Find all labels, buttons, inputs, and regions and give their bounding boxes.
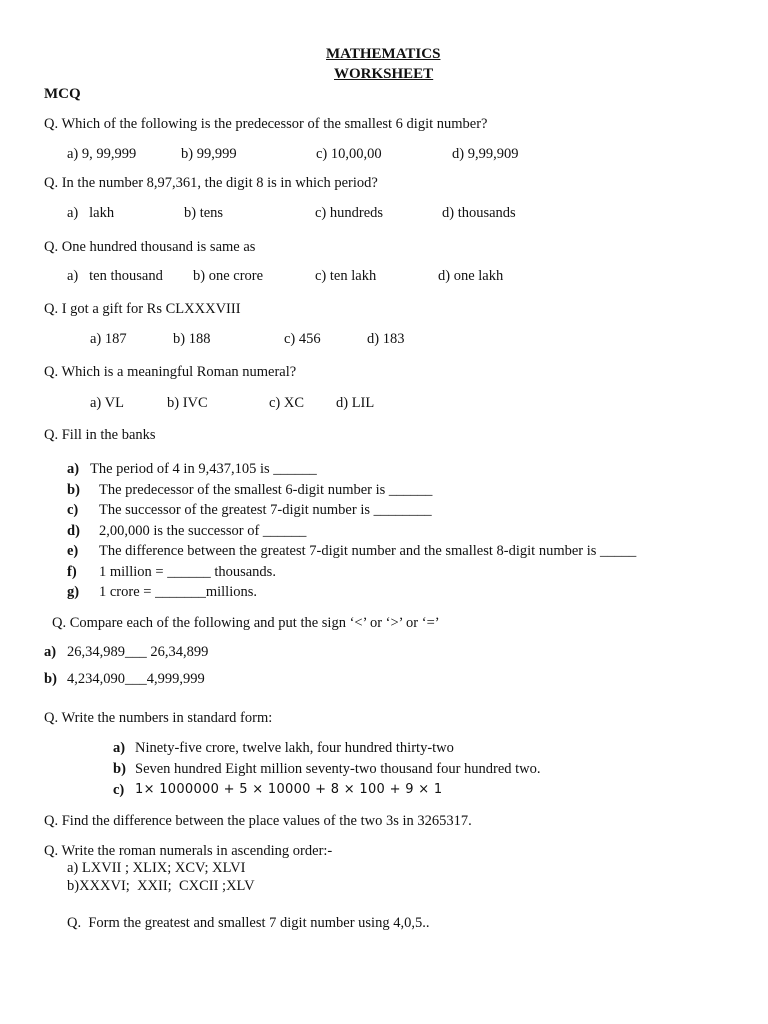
mcq-2-option-d: d) thousands (442, 205, 516, 221)
mcq-1-option-c: c) 10,00,00 (316, 146, 382, 162)
compare-item-label: a) (44, 644, 57, 660)
fill-item-label: c) (67, 502, 79, 518)
standard-form-label: c) (113, 782, 125, 798)
mcq-2-option-b: b) tens (184, 205, 224, 221)
difference-question: Q. Find the difference between the place values of the two 3s in 3265317. (44, 813, 472, 829)
fill-item-label: g) (67, 584, 80, 600)
mcq-3-option-d: d) one lakh (438, 268, 504, 284)
fill-item-text: The successor of the greatest 7-digit number is ________ (99, 502, 432, 518)
roman-order-question: Q. Write the roman numerals in ascending order:- (44, 843, 333, 859)
mcq-2-option-c: c) hundreds (315, 205, 384, 221)
page-subtitle: WORKSHEET (334, 66, 434, 82)
fill-item-text: 1 million = ______ thousands. (99, 564, 276, 580)
page-title: MATHEMATICS (326, 46, 441, 62)
fill-item-label: e) (67, 543, 79, 559)
fill-item-label: f) (67, 564, 77, 580)
mcq-question-5: Q. Which is a meaningful Roman numeral? (44, 364, 297, 380)
mcq-1-option-d: d) 9,99,909 (452, 146, 519, 162)
standard-form-question: Q. Write the numbers in standard form: (44, 710, 273, 726)
section-heading-mcq: MCQ (44, 86, 81, 102)
mcq-4-option-c: c) 456 (284, 331, 321, 347)
mcq-question-4: Q. I got a gift for Rs CLXXXVIII (44, 301, 241, 317)
fill-item-text: The period of 4 in 9,437,105 is ______ (90, 461, 317, 477)
compare-item-text: 26,34,989___ 26,34,899 (67, 644, 209, 660)
mcq-4-option-b: b) 188 (173, 331, 211, 347)
mcq-4-option-a: a) 187 (90, 331, 127, 347)
mcq-5-option-a: a) VL (90, 395, 124, 411)
fill-item-text: The difference between the greatest 7-digit number and the smallest 8-digit number is _____ (99, 543, 637, 559)
roman-order-line-b: b)XXXVI; XXII; CXCII ;XLV (67, 878, 255, 894)
mcq-question-3: Q. One hundred thousand is same as (44, 239, 256, 255)
mcq-question-2: Q. In the number 8,97,361, the digit 8 is in which period? (44, 175, 378, 191)
mcq-4-option-d: d) 183 (367, 331, 405, 347)
compare-item-label: b) (44, 671, 57, 687)
fill-blanks-question: Q. Fill in the banks (44, 427, 156, 443)
mcq-1-option-b: b) 99,999 (181, 146, 237, 162)
fill-item-label: b) (67, 482, 80, 498)
mcq-5-option-b: b) IVC (167, 395, 208, 411)
mcq-5-option-d: d) LIL (336, 395, 375, 411)
mcq-question-1: Q. Which of the following is the predecessor of the smallest 6 digit number? (44, 116, 488, 132)
standard-form-label: a) (113, 740, 126, 756)
fill-item-label: a) (67, 461, 80, 477)
fill-item-text: 1 crore = _______millions. (99, 584, 257, 600)
fill-item-label: d) (67, 523, 80, 539)
mcq-3-option-c: c) ten lakh (315, 268, 377, 284)
roman-order-line-a: a) LXVII ; XLIX; XCV; XLVI (67, 860, 246, 876)
form-number-question: Q. Form the greatest and smallest 7 digit number using 4,0,5.. (67, 915, 430, 931)
mcq-3-option-b: b) one crore (193, 268, 264, 284)
standard-form-text: Ninety-five crore, twelve lakh, four hundred thirty-two (135, 740, 454, 756)
fill-item-text: The predecessor of the smallest 6-digit number is ______ (99, 482, 433, 498)
standard-form-label: b) (113, 761, 126, 777)
standard-form-text: Seven hundred Eight million seventy-two thousand four hundred two. (135, 761, 541, 777)
fill-item-text: 2,00,000 is the successor of ______ (99, 523, 307, 539)
mcq-1-option-a: a) 9, 99,999 (67, 146, 137, 162)
standard-form-expression: 1× 1000000 + 5 × 10000 + 8 × 100 + 9 × 1 (135, 782, 443, 797)
compare-question: Q. Compare each of the following and put the sign ‘<’ or ‘>’ or ‘=’ (52, 615, 440, 631)
compare-item-text: 4,234,090___4,999,999 (67, 671, 205, 687)
mcq-2-option-a: a) lakh (67, 205, 115, 221)
mcq-5-option-c: c) XC (269, 395, 305, 411)
mcq-3-option-a: a) ten thousand (67, 268, 163, 284)
